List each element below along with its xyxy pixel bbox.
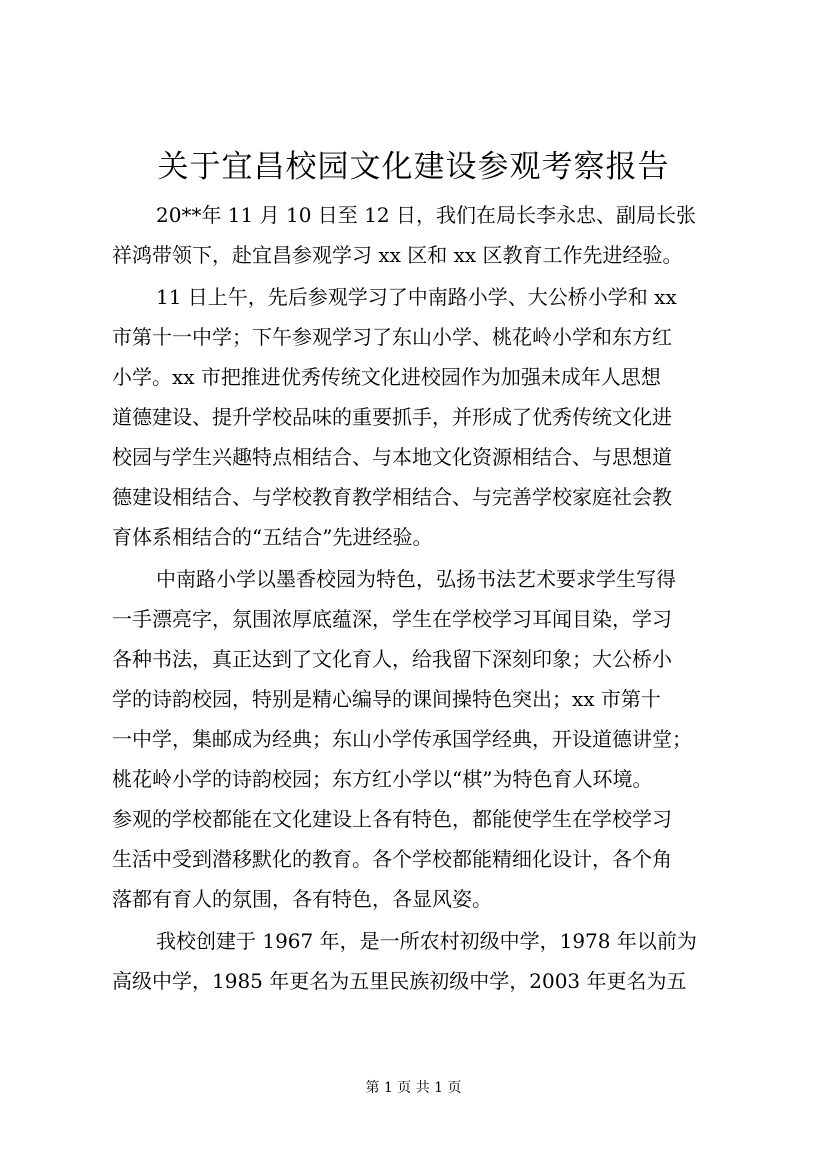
text-line: 落都有育人的氛围，各有特色，各显风姿。 [112,887,492,911]
text-line: 校园与学生兴趣特点相结合、与本地文化资源相结合、与思想道 [112,445,672,469]
text-line: 学的诗韵校园，特别是精心编导的课间操特色突出；xx 市第十 [112,687,661,711]
text-line: 中南路小学以墨香校园为特色，弘扬书法艺术要求学生写得 [156,567,676,591]
text-line: 高级中学，1985 年更名为五里民族初级中学，2003 年更名为五 [112,969,687,993]
text-line: 桃花岭小学的诗韵校园；东方红小学以“棋”为特色育人环境。 [112,767,653,791]
document-body [112,195,742,1001]
paragraph-4 [112,921,742,1001]
text-line: 一中学，集邮成为经典；东山小学传承国学经典，开设道德讲堂； [112,727,692,751]
paragraph-1 [112,195,742,275]
text-line: 一手漂亮字，氛围浓厚底蕴深，学生在学校学习耳闻目染，学习 [112,607,672,631]
document-title: 关于宜昌校园文化建设参观考察报告 [157,149,670,185]
text-line: 市第十一中学；下午参观学习了东山小学、桃花岭小学和东方红 [112,325,672,349]
paragraph-3 [112,559,742,919]
text-line: 11 日上午，先后参观学习了中南路小学、大公桥小学和 xx [156,285,677,309]
text-line: 小学。xx 市把推进优秀传统文化进校园作为加强未成年人思想 [112,365,661,389]
text-line: 参观的学校都能在文化建设上各有特色，都能使学生在学校学习 [112,807,672,831]
text-line: 祥鸿带领下，赴宜昌参观学习 xx 区和 xx 区教育工作先进经验。 [112,243,683,267]
text-line: 各种书法，真正达到了文化育人，给我留下深刻印象；大公桥小 [112,647,672,671]
text-line: 育体系相结合的“五结合”先进经验。 [112,525,433,549]
text-line: 20**年 11 月 10 日至 12 日，我们在局长李永忠、副局长张 [156,203,696,227]
page-footer: 第 1 页 共 1 页 [365,1080,462,1096]
text-line: 道德建设、提升学校品味的重要抓手，并形成了优秀传统文化进 [112,405,672,429]
text-line: 德建设相结合、与学校教育教学相结合、与完善学校家庭社会教 [112,485,672,509]
paragraph-2 [112,277,742,557]
text-line: 生活中受到潜移默化的教育。各个学校都能精细化设计，各个角 [112,847,672,871]
text-line: 我校创建于 1967 年，是一所农村初级中学，1978 年以前为 [156,929,697,953]
